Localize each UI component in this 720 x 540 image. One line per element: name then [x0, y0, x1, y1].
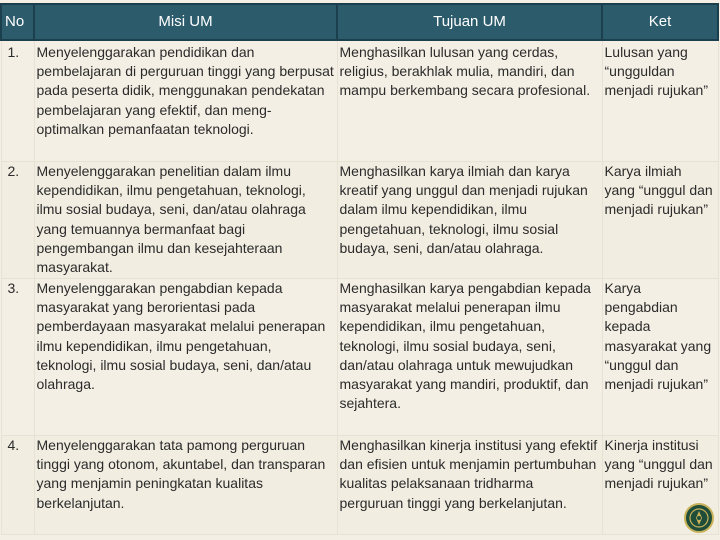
- table-header-row: [1, 4, 718, 40]
- header-no: No: [1, 4, 34, 40]
- header-misi: Misi UM: [34, 4, 337, 40]
- misi-cell: Menyelenggarakan pendidikan dan pembelajaran di perguruan tinggi yang berpusat pada peserta didik, menggunakan pendekatan pembelajaran yang efektif, dan meng-optimalkan pemanfaatan teknologi.: [34, 40, 337, 162]
- table-row: [1, 279, 718, 436]
- table-row: [1, 40, 718, 162]
- ket-cell: Lulusan yang “ungguldan menjadi rujukan”: [602, 40, 718, 162]
- header-ket: Ket: [602, 4, 718, 40]
- table-row: [1, 436, 718, 535]
- university-seal-icon: [684, 503, 714, 533]
- row-number: 1.: [1, 40, 34, 162]
- misi-cell: Menyelenggarakan pengabdian kepada masyarakat yang berorientasi pada pemberdayaan masyarakat melalui penerapan ilmu kependidikan, ilmu pengetahuan, teknologi, ilmu sosial budaya, seni, dan/atau olahraga.: [34, 279, 337, 436]
- ket-cell: Karya ilmiah yang “unggul dan menjadi rujukan”: [602, 162, 718, 279]
- misi-cell: Menyelenggarakan penelitian dalam ilmu kependidikan, ilmu pengetahuan, teknologi, ilmu sosial budaya, seni, dan/atau olahraga yang temuannya bermanfaat bagi pengembangan ilmu dan kesejahteraan masyarakat.: [34, 162, 337, 279]
- mission-goals-table: [0, 3, 719, 535]
- header-tujuan: Tujuan UM: [337, 4, 602, 40]
- misi-cell: Menyelenggarakan tata pamong perguruan tinggi yang otonom, akuntabel, dan transparan yang menjamin peningkatan kualitas berkelanjutan.: [34, 436, 337, 535]
- tujuan-cell: Menghasilkan lulusan yang cerdas, religius, berakhlak mulia, mandiri, dan mampu berkembang secara profesional.: [337, 40, 602, 162]
- tujuan-cell: Menghasilkan kinerja institusi yang efektif dan efisien untuk menjamin pertumbuhan kualitas pelaksanaan tridharma perguruan tinggi yang berkelanjutan.: [337, 436, 602, 535]
- row-number: 4.: [1, 436, 34, 535]
- tujuan-cell: Menghasilkan karya pengabdian kepada masyarakat melalui penerapan ilmu kependidikan, ilmu pengetahuan, teknologi, ilmu sosial budaya, seni, dan/atau olahraga untuk mewujudkan masyarakat yang mandiri, produktif, dan sejahtera.: [337, 279, 602, 436]
- ket-cell: Karya pengabdian kepada masyarakat yang “unggul dan menjadi rujukan”: [602, 279, 718, 436]
- ket-cell: Kinerja institusi yang “unggul dan menjadi rujukan”: [602, 436, 718, 535]
- row-number: 2.: [1, 162, 34, 279]
- row-number: 3.: [1, 279, 34, 436]
- tujuan-cell: Menghasilkan karya ilmiah dan karya kreatif yang unggul dan menjadi rujukan dalam ilmu kependidikan, ilmu pengetahuan, teknologi, ilmu sosial budaya, seni, dan/atau olahraga.: [337, 162, 602, 279]
- table-row: [1, 162, 718, 279]
